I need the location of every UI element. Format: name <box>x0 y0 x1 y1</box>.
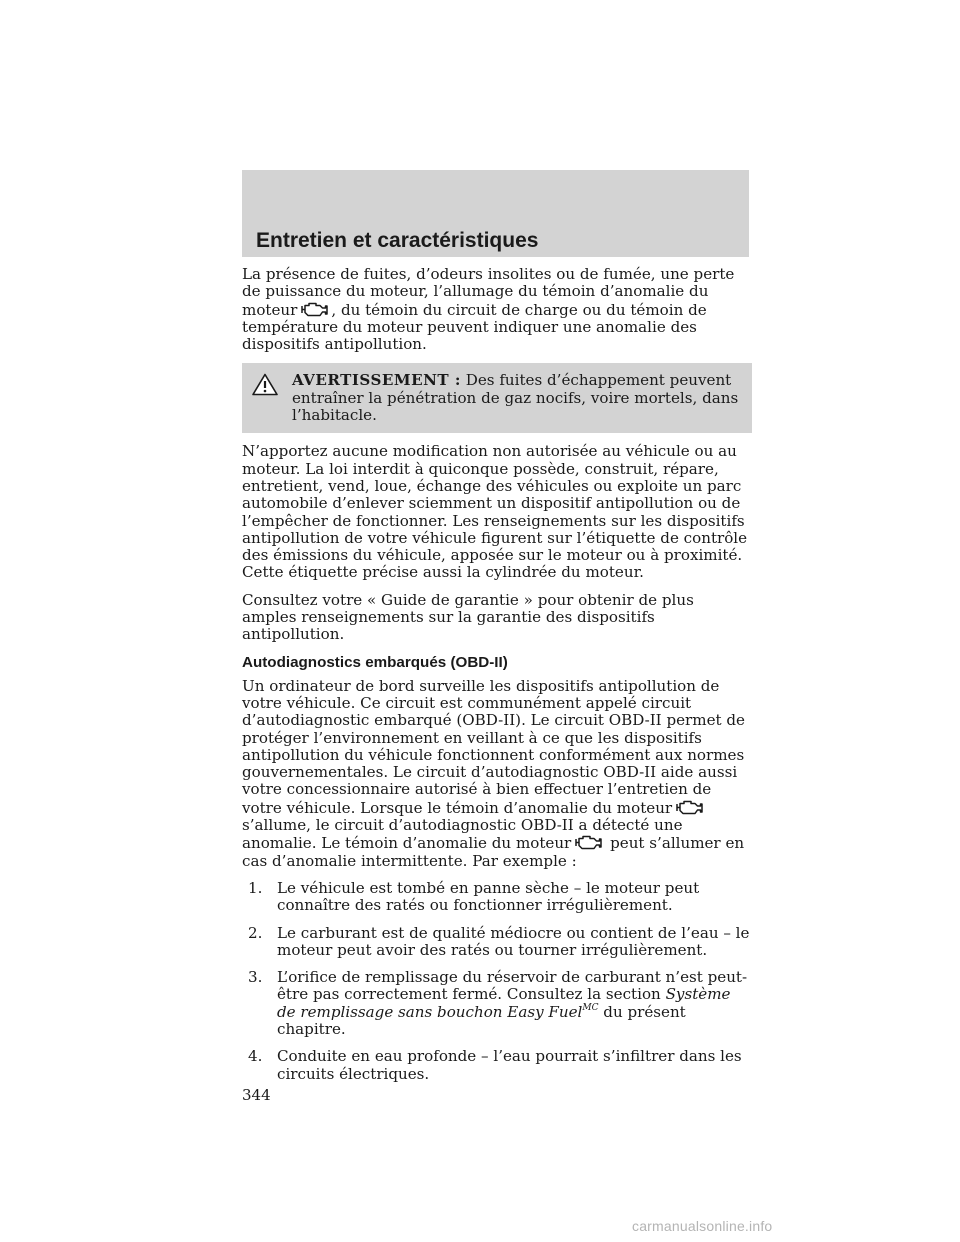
paragraph-emissions-symptoms: La présence de fuites, d’odeurs insolites ou de fumée, une perte de puissance du moteur, l’allumage du témoin d’anomalie du moteur , du témoin du circuit de charge ou du témoin de température du moteur peuvent indiquer une anomalie des dispositifs antipollution. <box>242 265 735 354</box>
warning-triangle-icon <box>252 373 278 396</box>
trademark-superscript: MC <box>582 1002 599 1013</box>
page-content <box>242 266 752 1093</box>
warning-label: AVERTISSEMENT : <box>292 371 461 390</box>
warning-text: entraîner la pénétration de gaz nocifs, voire mortels, dans l’habitacle. <box>292 388 739 425</box>
obd-examples-list <box>242 880 752 1083</box>
obd-heading: Autodiagnostics embarqués (OBD-II) <box>242 653 508 671</box>
list-item: 4. Conduite en eau profonde – l’eau pourrait s’infiltrer dans les circuits électriques. <box>248 1047 742 1083</box>
check-engine-icon <box>573 834 603 851</box>
paragraph-warranty-guide: Consultez votre « Guide de garantie » pour obtenir de plus amples renseignements sur la garantie des dispositifs antipollution. <box>242 590 694 644</box>
warning-first-line: AVERTISSEMENT : Des fuites d’échappement peuvent <box>292 371 732 390</box>
list-item: 1. Le véhicule est tombé en panne sèche – le moteur peut connaître des ratés ou fonctionner irrégulièrement. <box>248 878 700 915</box>
check-engine-icon <box>674 799 704 816</box>
warning-box <box>242 363 752 433</box>
section-title: Entretien et caractéristiques <box>256 229 539 252</box>
section-reference: Système de remplissage sans bouchon Easy Fuel <box>277 985 731 1021</box>
list-item: 2. Le carburant est de qualité médiocre ou contient de l’eau – le moteur peut avoir des ratés ou tourner irrégulièrement. <box>248 923 750 959</box>
watermark: carmanualsonline.info <box>632 1218 773 1234</box>
check-engine-icon <box>299 301 329 318</box>
list-item: 3. L’orifice de remplissage du réservoir de carburant n’est peut-être pas correctement fermé. Consultez la section Système de remplissage sans bouchon Easy Fuel$^{MC}$ du présent chapitre. <box>248 968 748 1038</box>
page-number: 344 <box>242 1086 271 1104</box>
paragraph-modification-law: N’apportez aucune modification non autorisée au véhicule ou au moteur. La loi interdit à quiconque possède, construit, répare, entretient, vend, loue, échange des véhicules ou exploite un parc automobile d’enlever sciemment un dispositif antipollution ou de l’empêcher de fonctionner. Les renseignements sur les dispositifs antipollution de votre véhicule figurent sur l’étiquette de contrôle des émissions du véhicule, apposée sur le moteur ou à proximité. Cette étiquette précise aussi la cylindrée du moteur. <box>242 442 748 582</box>
paragraph-obd: Un ordinateur de bord surveille les dispositifs antipollution de votre véhicule. Ce circuit est communément appelé circuit d’autodiagnostic embarqué (OBD-II). Le circuit OBD-II permet de protéger l’environnement en veillant à ce que les dispositifs antipollution du véhicule fonctionnent conformément aux normes gouvernementales. Le circuit d’autodiagnostic OBD-II aide aussi votre concessionnaire autorisé à bien effectuer l’entretien de votre véhicule. Lorsque le témoin d’anomalie du moteur s’allume, le circuit d’autodiagnostic OBD-II a détecté une anomalie. Le témoin d’anomalie du moteur peut s’allumer en cas d’anomalie intermittente. Par exemple : <box>242 676 745 870</box>
